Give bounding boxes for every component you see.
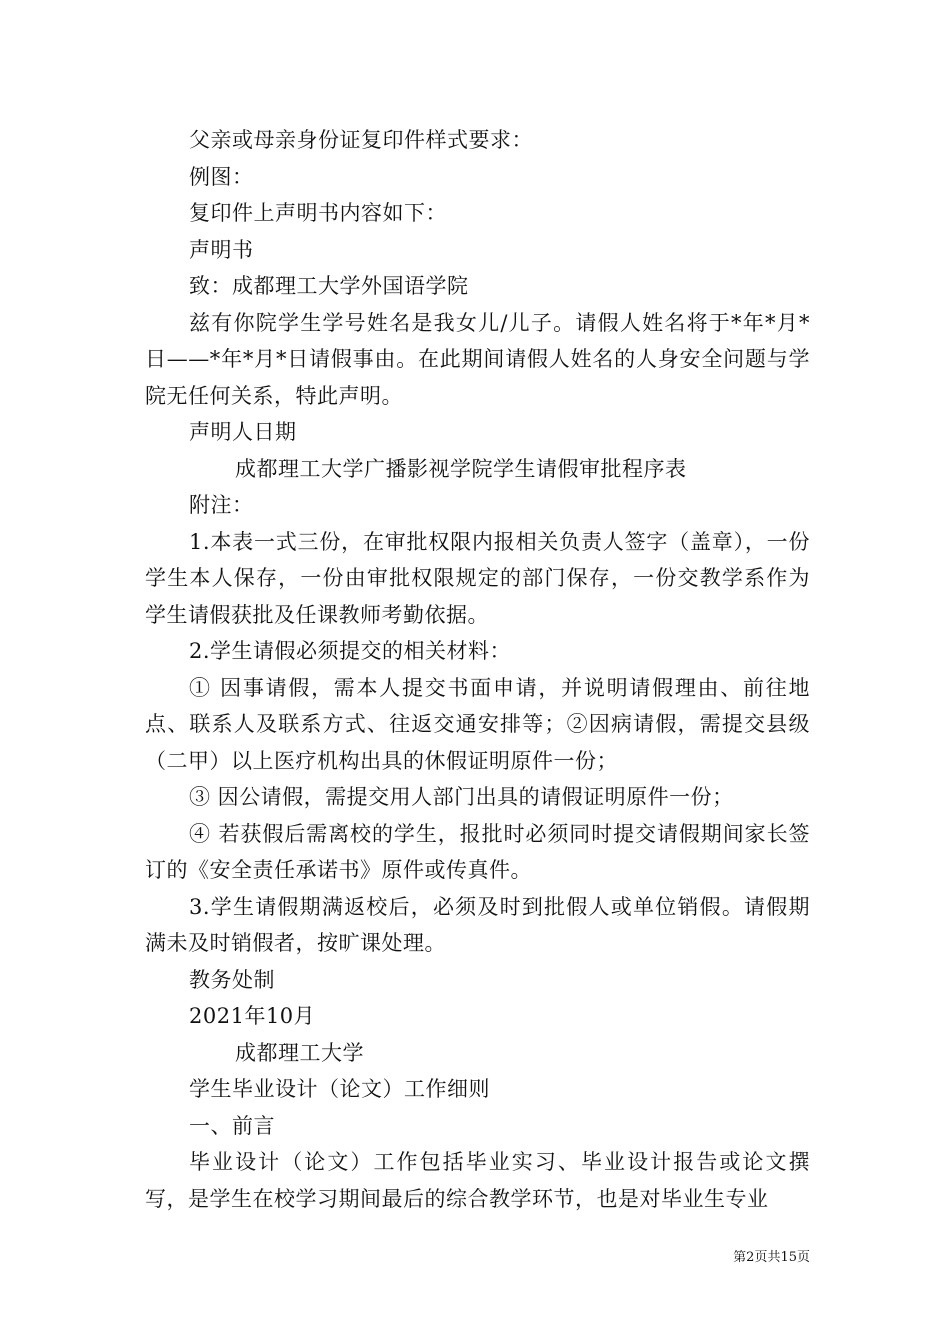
paragraph-statement-title: 声明书 [189, 237, 254, 262]
paragraph-note-2-item-1: ① 因事请假，需本人提交书面申请，并说明请假理由、前往地点、联系人及联系方式、往返交通安排等；②因病请假，需提交县级（二甲）以上医疗机构出具的休假证明原件一份； [145, 675, 810, 773]
paragraph-university: 成都理工大学 [235, 1040, 364, 1065]
paragraph-issuer: 教务处制 [189, 967, 275, 992]
paragraph-signer-date: 声明人日期 [189, 420, 297, 444]
paragraph-section-preface: 一、前言 [189, 1113, 275, 1138]
paragraph-notes-heading: 附注： [189, 493, 254, 517]
paragraph-statement-body: 兹有你院学生学号姓名是我女儿/儿子。请假人姓名将于*年*月*日——*年*月*日请假事由。在此期间请假人姓名的人身安全问题与学院无任何关系，特此声明。 [145, 310, 810, 408]
paragraph-note-2: 2.学生请假必须提交的相关材料： [189, 639, 512, 663]
paragraph-example: 例图： [189, 164, 254, 189]
paragraph-rules-title: 学生毕业设计（论文）工作细则 [189, 1077, 490, 1101]
paragraph-note-2-item-4: ④ 若获假后需离校的学生，报批时必须同时提交请假期间家长签订的《安全责任承诺书》原件或传真件。 [145, 821, 810, 882]
paragraph-note-2-item-3: ③ 因公请假，需提交用人部门出具的请假证明原件一份； [189, 785, 734, 809]
paragraph-note-3: 3.学生请假期满返校后，必须及时到批假人或单位销假。请假期满未及时销假者，按旷课处理。 [145, 894, 810, 955]
paragraph-date: 2021年10月 [189, 1004, 316, 1028]
page-number: 第2页共15页 [733, 1250, 810, 1265]
paragraph-note-1: 1.本表一式三份，在审批权限内报相关负责人签字（盖章），一份学生本人保存，一份由审批权限规定的部门保存，一份交教学系作为学生请假获批及任课教师考勤依据。 [145, 529, 810, 627]
paragraph-form-title: 成都理工大学广播影视学院学生请假审批程序表 [235, 456, 687, 481]
paragraph-id-copy-requirement: 父亲或母亲身份证复印件样式要求： [189, 128, 533, 152]
paragraph-addressee: 致：成都理工大学外国语学院 [189, 274, 469, 298]
paragraph-statement-intro: 复印件上声明书内容如下： [189, 201, 447, 225]
paragraph-preface-body: 毕业设计（论文）工作包括毕业实习、毕业设计报告或论文撰写，是学生在校学习期间最后的综合教学环节，也是对毕业生专业 [145, 1150, 810, 1211]
document-body [145, 122, 810, 1217]
